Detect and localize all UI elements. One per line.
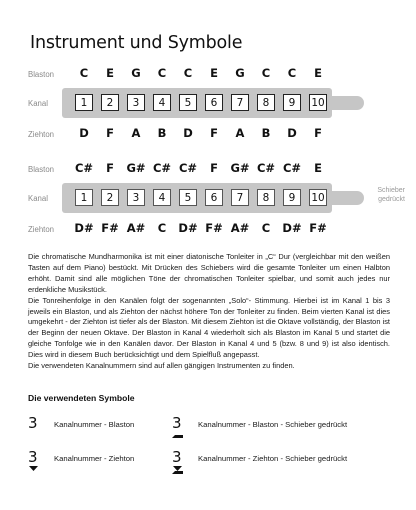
row-label-blaston: Blaston — [28, 70, 55, 79]
draw-note: F# — [309, 221, 327, 235]
draw-note: F — [314, 126, 322, 140]
channel-hole: 3 — [127, 94, 145, 111]
symbol-label: Kanalnummer - Blaston — [54, 420, 135, 429]
draw-arrow-icon — [29, 466, 38, 471]
draw-note: A — [235, 126, 245, 140]
blow-note: C — [287, 66, 297, 80]
draw-note: C — [261, 221, 271, 235]
body-text — [28, 252, 390, 372]
channel-hole: 3 — [127, 189, 145, 206]
slider-bar-icon — [172, 471, 183, 474]
channel-hole: 8 — [257, 189, 275, 206]
channel-hole: 7 — [231, 189, 249, 206]
blow-note: E — [314, 161, 322, 175]
symbol-label: Kanalnummer - Ziehton — [54, 454, 135, 463]
blow-note: C# — [178, 161, 198, 175]
channel-hole: 1 — [75, 189, 93, 206]
blow-note: C — [157, 66, 167, 80]
slider-bar-icon — [172, 435, 183, 438]
row-label-ziehton: Ziehton — [28, 225, 55, 234]
symbol-draw — [28, 449, 134, 473]
blow-note: G# — [126, 161, 146, 175]
channel-hole: 2 — [101, 94, 119, 111]
row-label-kanal: Kanal — [28, 99, 48, 108]
slider-note-line: gedrückt — [378, 196, 405, 203]
blow-note: G — [131, 66, 141, 80]
symbol-blow-slider — [172, 415, 347, 439]
row-label-blaston: Blaston — [28, 165, 55, 174]
draw-note: D# — [74, 221, 94, 235]
row-label-kanal: Kanal — [28, 194, 48, 203]
channel-number-draw-icon: 3 — [28, 449, 48, 473]
blow-note: E — [314, 66, 322, 80]
draw-notes-row-1 — [71, 126, 331, 140]
symbol-blow — [28, 415, 134, 439]
blow-note: C — [79, 66, 89, 80]
draw-note: D — [183, 126, 193, 140]
draw-note: F# — [101, 221, 119, 235]
blow-notes-row-2 — [71, 161, 331, 175]
draw-note: D# — [178, 221, 198, 235]
blow-note: F — [106, 161, 114, 175]
channel-hole: 7 — [231, 94, 249, 111]
draw-note: A — [131, 126, 141, 140]
blow-note: E — [106, 66, 114, 80]
page-title: Instrument und Symbole — [30, 33, 243, 53]
draw-notes-row-2 — [71, 221, 331, 235]
channel-holes-row-2 — [71, 189, 331, 206]
symbols-heading: Die verwendeten Symbole — [28, 393, 135, 403]
channel-hole: 5 — [179, 94, 197, 111]
channel-hole: 10 — [309, 189, 327, 206]
draw-note: D — [79, 126, 89, 140]
blow-notes-row-1 — [71, 66, 331, 80]
blow-note: G# — [230, 161, 250, 175]
channel-hole: 8 — [257, 94, 275, 111]
channel-number-blow-icon: 3 — [28, 414, 38, 432]
channel-hole: 4 — [153, 94, 171, 111]
draw-note: A# — [126, 221, 146, 235]
blow-note: C# — [152, 161, 172, 175]
channel-hole: 9 — [283, 189, 301, 206]
slider-pressed-note — [355, 186, 405, 204]
channel-number-draw-slider-icon: 3 — [172, 449, 192, 473]
paragraph: Die Tonreihenfolge in den Kanälen folgt der sogenannten „Solo“- Stimmung. Hierbei ist im Kanal 1 bis 3 jeweils ein Blaston, und als Ziehton der nächst höhere Ton der Tonleiter zu finden. Beim vierten Kanal ist dies umgekehrt - der Ziehton ist tiefer als der Blaston. Mit diesem Ziehton ist die Oktave vollständig, der Blaston ist der Beginn der neuen Oktave. Der Blaston in Kanal 4 wiederholt sich als Blaston im Kanal 5 und startet die gleiche Tonfolge wie in den Kanälen davor. Der Blaston in Kanal 4 und 5 (bzw. 8 und 9) ist also identisch. Dies wird in diesem Buch berücksichtigt und dem Spielfluß angepasst. — [28, 295, 390, 360]
channel-hole: 6 — [205, 189, 223, 206]
symbol-label: Kanalnummer - Blaston - Schieber gedrückt — [198, 420, 348, 429]
channel-hole: 1 — [75, 94, 93, 111]
draw-note: F — [106, 126, 114, 140]
symbol-draw-slider — [172, 449, 347, 473]
blow-note: G — [235, 66, 245, 80]
blow-note: E — [210, 66, 218, 80]
channel-hole: 10 — [309, 94, 327, 111]
paragraph: Die verwendeten Kanalnummern sind auf allen gängigen Instrumenten zu finden. — [28, 361, 295, 371]
blow-note: C# — [256, 161, 276, 175]
channel-holes-row-1 — [71, 94, 331, 111]
draw-note: F# — [205, 221, 223, 235]
blow-note: C# — [282, 161, 302, 175]
draw-note: B — [157, 126, 167, 140]
blow-note: C — [183, 66, 193, 80]
channel-hole: 4 — [153, 189, 171, 206]
channel-hole: 5 — [179, 189, 197, 206]
channel-hole: 6 — [205, 94, 223, 111]
channel-hole: 2 — [101, 189, 119, 206]
draw-note: B — [261, 126, 271, 140]
draw-note: C — [157, 221, 167, 235]
draw-note: F — [210, 126, 218, 140]
channel-hole: 9 — [283, 94, 301, 111]
symbol-label: Kanalnummer - Ziehton - Schieber gedrückt — [198, 454, 348, 463]
draw-note: D# — [282, 221, 302, 235]
draw-note: D — [287, 126, 297, 140]
harmonica-mouthpiece — [330, 96, 364, 110]
draw-note: A# — [230, 221, 250, 235]
row-label-ziehton: Ziehton — [28, 130, 55, 139]
blow-note: C# — [74, 161, 94, 175]
blow-note: C — [261, 66, 271, 80]
paragraph: Die chromatische Mundharmonika ist mit einer diatonische Tonleiter in „C“ Dur (vergleichbar mit den weißen Tasten auf dem Piano) bestückt. Mit Drücken des Schiebers wird die gesamte Tonleiter um einen Halbton erhöht. Damit sind alle möglichen Töne der chromatischen Tonleiter spielbar, und somit auch jedes nur erdenkliche Musikstück. — [28, 252, 390, 294]
blow-note: F — [210, 161, 218, 175]
channel-number-blow-slider-icon: 3 — [172, 415, 192, 439]
slider-note-line: Schieber — [377, 187, 405, 194]
